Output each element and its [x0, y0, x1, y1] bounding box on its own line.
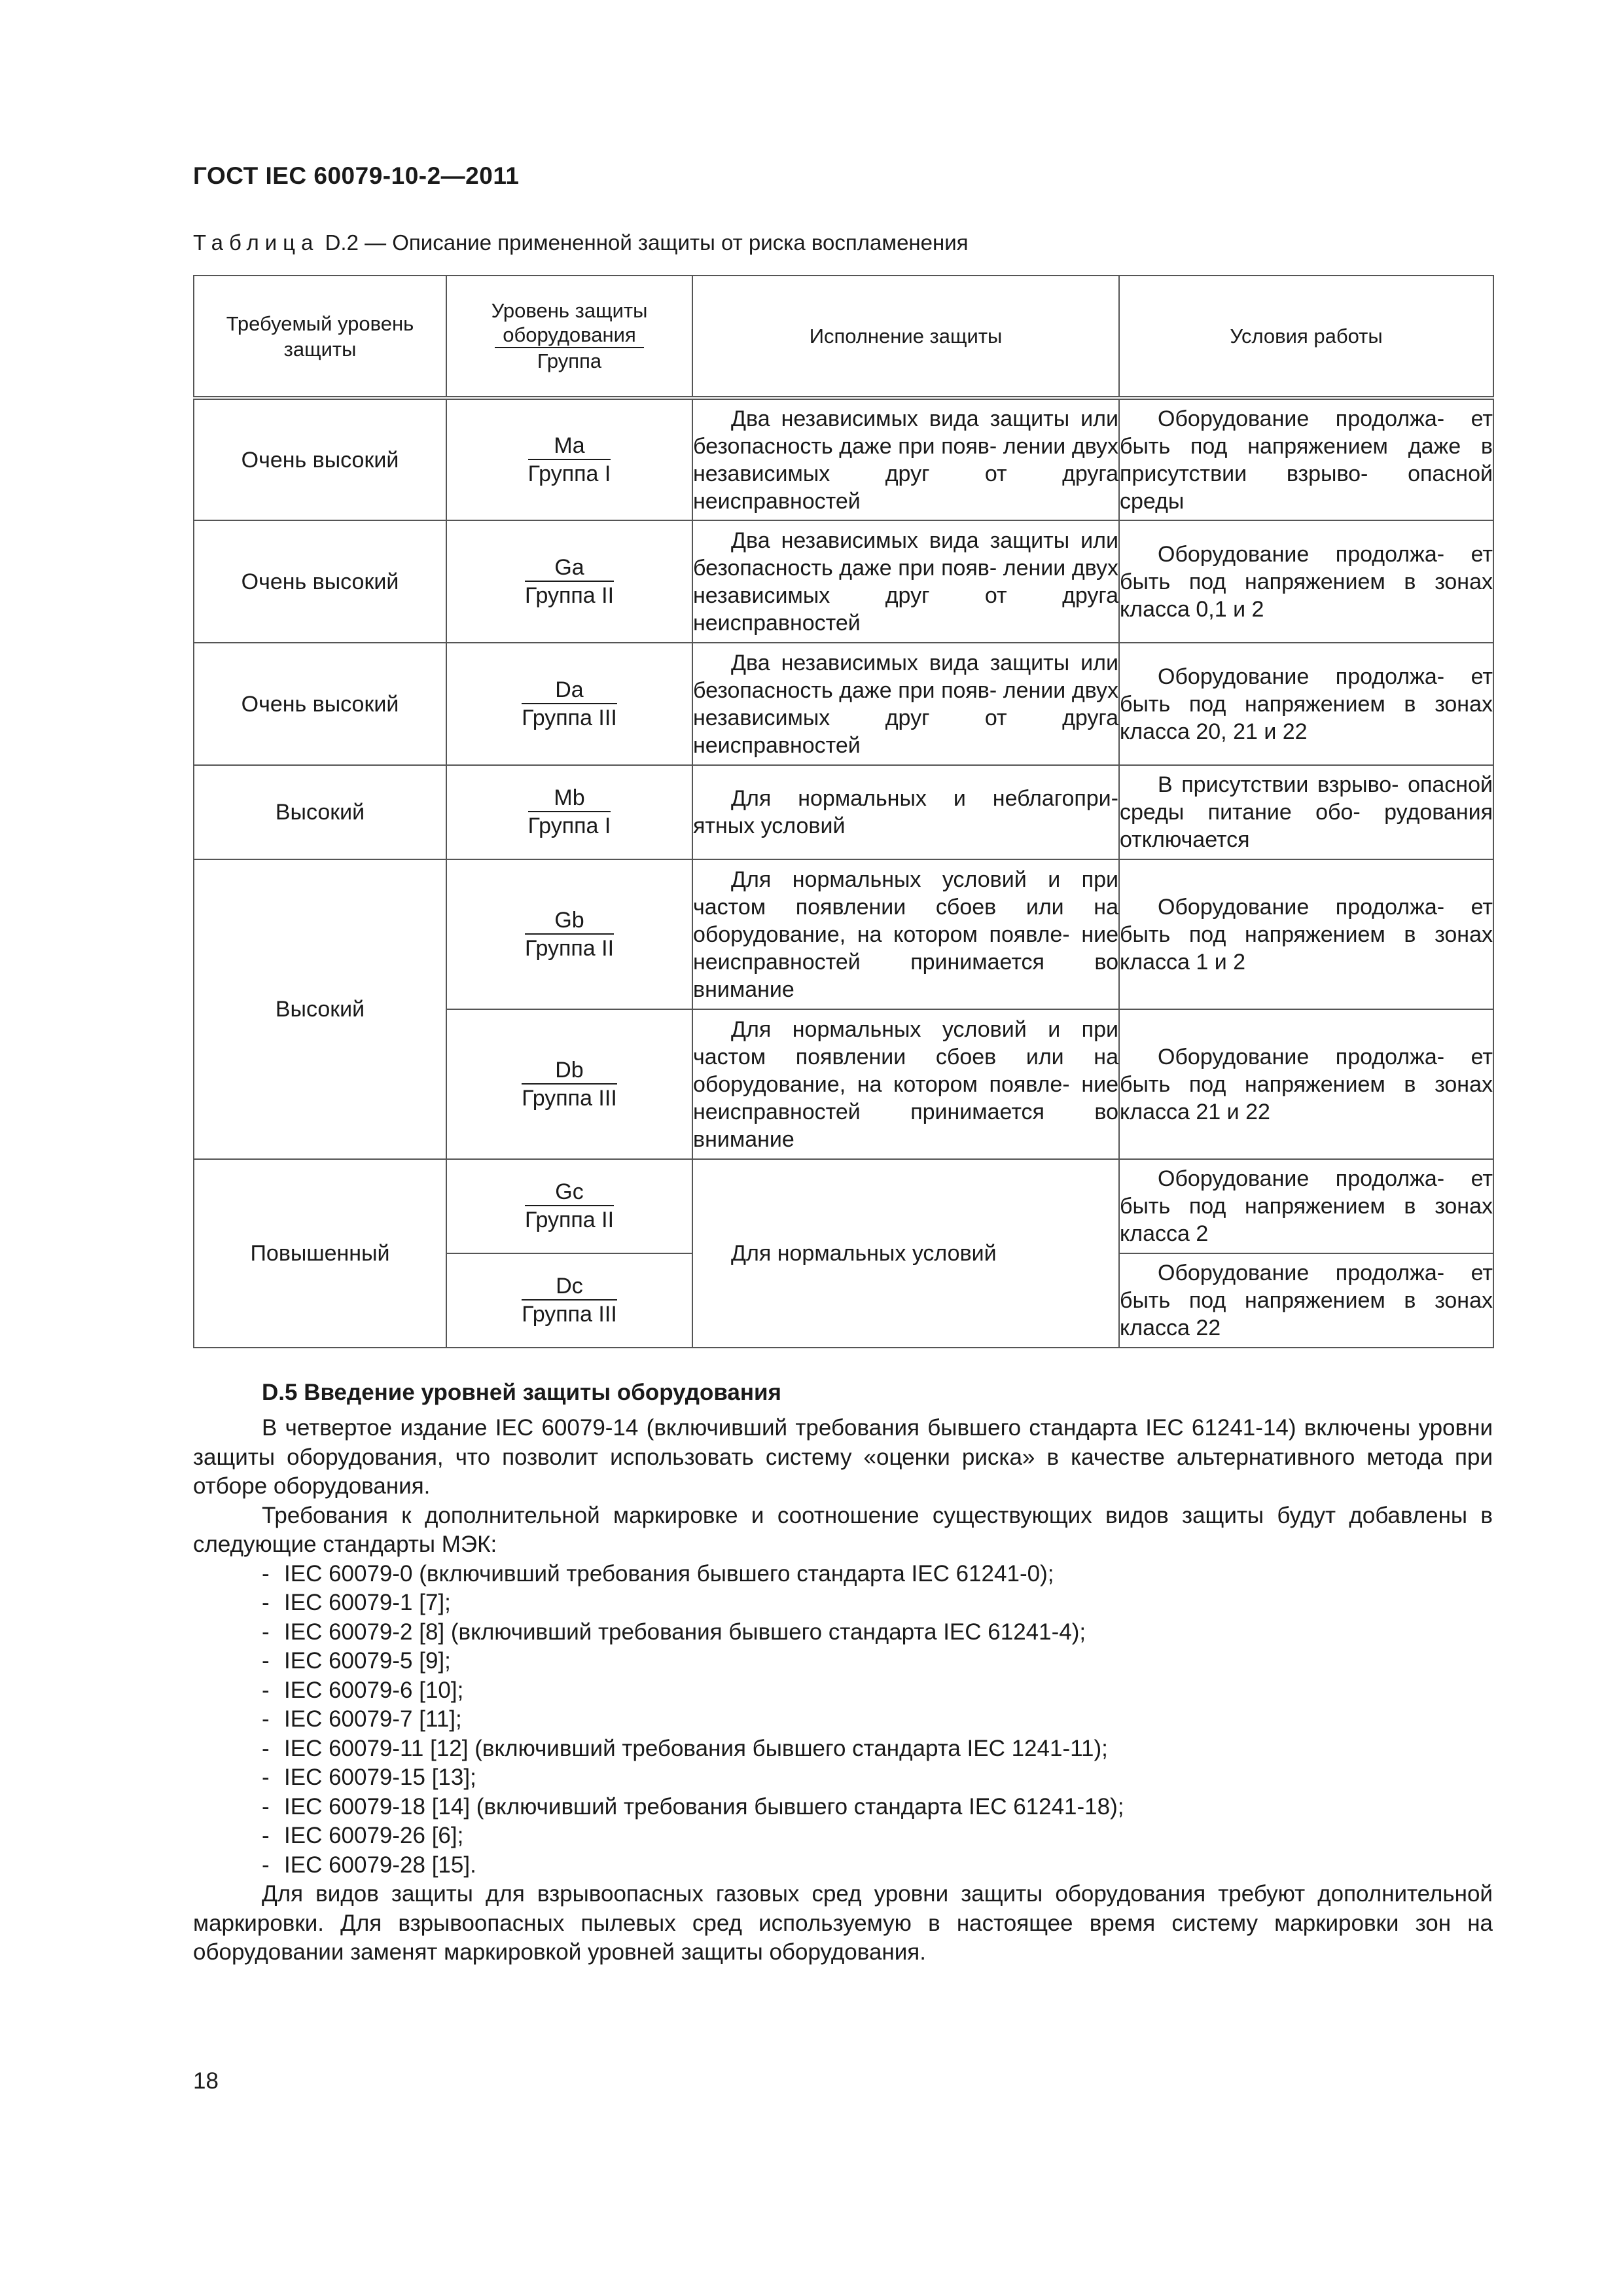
execution-cell: Два независимых вида защиты или безопасность даже при появ- лении двух независимых друг от друга неисправностей: [692, 520, 1119, 643]
execution-cell: Для нормальных условий и при частом появлении сбоев или на оборудование, на котором появле- ние неисправностей принимается во внимание: [692, 1009, 1119, 1159]
table-row: [194, 398, 1493, 520]
level-cell: Очень высокий: [194, 643, 446, 765]
section-heading: D.5 Введение уровней защиты оборудования: [262, 1380, 781, 1405]
protection-table: [193, 275, 1494, 1348]
conditions-cell: Оборудование продолжа- ет быть под напряжением в зонах класса 1 и 2: [1119, 859, 1493, 1009]
epl-cell: $\frac{Ga}{\text{Группа II}}$: [446, 520, 692, 643]
list-item: - IEC 60079-1 [7];: [262, 1590, 451, 1615]
epl-cell: $\frac{Gb}{\text{Группа II}}$: [446, 859, 692, 1009]
execution-cell: Для нормальных условий и при частом появлении сбоев или на оборудование, на котором появле- ние неисправностей принимается во внимание: [692, 859, 1119, 1009]
table-row: [194, 643, 1493, 765]
table-row: [194, 520, 1493, 643]
epl-cell: $\frac{Mb}{\text{Группа I}}$: [446, 765, 692, 859]
conditions-cell: Оборудование продолжа- ет быть под напряжением в зонах класса 2: [1119, 1159, 1493, 1253]
epl-cell: $\frac{Ma}{\text{Группа I}}$: [446, 398, 692, 520]
table-row: [194, 1159, 1493, 1253]
execution-cell: Для нормальных и неблагопри- ятных условий: [692, 765, 1119, 859]
section-body: [193, 1414, 1493, 1967]
execution-cell: Два независимых вида защиты или безопасность даже при появ- лении двух независимых друг от друга неисправностей: [692, 398, 1119, 520]
header-conditions: Условия работы: [1119, 276, 1493, 398]
table-row: [194, 765, 1493, 859]
list-item: - IEC 60079-7 [11];: [262, 1706, 462, 1732]
execution-cell: Два независимых вида защиты или безопасность даже при появ- лении двух независимых друг от друга неисправностей: [692, 643, 1119, 765]
level-cell: Высокий: [194, 859, 446, 1159]
conditions-cell: Оборудование продолжа- ет быть под напряжением в зонах класса 21 и 22: [1119, 1009, 1493, 1159]
header-execution: Исполнение защиты: [692, 276, 1119, 398]
execution-cell: Для нормальных условий: [692, 1159, 1119, 1348]
paragraph: Для видов защиты для взрывоопасных газовых сред уровни защиты оборудования требуют дополнительной маркировки. Для взрывоопасных пылевых сред используемую в настоящее время систему маркировки зон на оборудовании заменят маркировкой уровней защиты оборудования.: [193, 1881, 1493, 1965]
list-item: - IEC 60079-26 [6];: [262, 1823, 464, 1848]
page-number: 18: [193, 2068, 219, 2094]
header-required-level: Требуемый уровень защиты: [194, 276, 446, 398]
paragraph: В четвертое издание IEC 60079-14 (включивший требования бывшего стандарта IEC 61241-14) включены уровни защиты оборудования, что позволит использовать систему «оценки риска» в качестве альтернативного метода при отборе оборудования.: [193, 1415, 1493, 1499]
list-item: - IEC 60079-18 [14] (включивший требования бывшего стандарта IEC 61241-18);: [262, 1793, 1124, 1820]
table-row: [194, 859, 1493, 1009]
conditions-cell: Оборудование продолжа- ет быть под напряжением в зонах класса 22: [1119, 1253, 1493, 1348]
level-cell: Очень высокий: [194, 398, 446, 520]
list-item: - IEC 60079-11 [12] (включивший требования бывшего стандарта IEC 1241-11);: [262, 1735, 1108, 1761]
list-item: - IEC 60079-28 [15].: [262, 1852, 476, 1878]
table-header-row: [194, 276, 1493, 398]
epl-cell: $\frac{Da}{\text{Группа III}}$: [446, 643, 692, 765]
paragraph: Требования к дополнительной маркировке и соотношение существующих видов защиты будут добавлены в следующие стандарты МЭК:: [193, 1502, 1493, 1557]
list-item: - IEC 60079-2 [8] (включивший требования бывшего стандарта IEC 61241-4);: [262, 1619, 1086, 1645]
epl-cell: $\frac{Gc}{\text{Группа II}}$: [446, 1159, 692, 1253]
list-item: - IEC 60079-0 (включивший требования бывшего стандарта IEC 61241-0);: [262, 1560, 1054, 1587]
table-caption-text: D.2 — Описание примененной защиты от риска воспламенения: [325, 230, 969, 255]
conditions-cell: Оборудование продолжа- ет быть под напряжением в зонах класса 0,1 и 2: [1119, 520, 1493, 643]
table-caption-prefix: Таблица: [193, 230, 319, 255]
conditions-cell: Оборудование продолжа- ет быть под напряжением в зонах класса 20, 21 и 22: [1119, 643, 1493, 765]
list-item: - IEC 60079-6 [10];: [262, 1677, 464, 1703]
list-item: - IEC 60079-5 [9];: [262, 1648, 451, 1674]
table-caption: [193, 230, 969, 255]
level-cell: Повышенный: [194, 1159, 446, 1348]
conditions-cell: В присутствии взрыво- опасной среды питание обо- рудования отключается: [1119, 765, 1493, 859]
standards-list: [193, 1560, 1493, 1880]
level-cell: Высокий: [194, 765, 446, 859]
epl-cell: $\frac{Dc}{\text{Группа III}}$: [446, 1253, 692, 1348]
conditions-cell: Оборудование продолжа- ет быть под напряжением даже в присутствии взрыво- опасной среды: [1119, 398, 1493, 520]
header-equipment-level: Уровень защиты $\frac{\text{оборудования}}{\text{Группа}}$: [446, 276, 692, 398]
list-item: - IEC 60079-15 [13];: [262, 1765, 476, 1790]
level-cell: Очень высокий: [194, 520, 446, 643]
epl-cell: $\frac{Db}{\text{Группа III}}$: [446, 1009, 692, 1159]
document-header: ГОСТ IEC 60079-10-2—2011: [193, 162, 520, 189]
